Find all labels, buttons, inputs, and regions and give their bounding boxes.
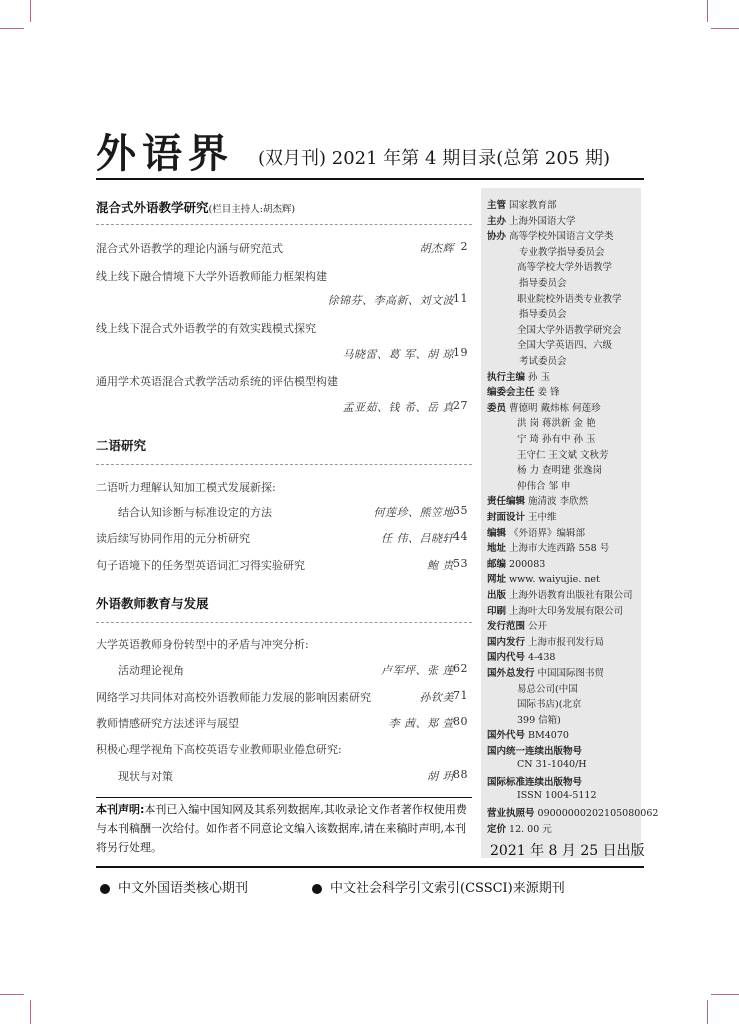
info-row: [487, 369, 550, 383]
info-row: [487, 603, 623, 617]
info-label: 委员: [487, 402, 507, 414]
article-title: 网络学习共同体对高校外语教师能力发展的影响因素研究: [96, 691, 371, 704]
article-author: 孟亚茹、钱 希、岳 真: [342, 401, 454, 414]
info-label: 协办: [487, 231, 507, 243]
crop-mark: [0, 994, 24, 995]
journal-logo: 外语界: [96, 130, 234, 177]
info-value: 曹德明 戴炜栋 何莲珍: [509, 402, 601, 414]
info-value: 09000000202105080062: [537, 808, 659, 820]
info-label: 国内统一连续出版物号: [487, 746, 583, 757]
article-author: 李 茜、郑 萱: [388, 717, 454, 730]
section-title: 二语研究: [96, 438, 147, 453]
info-value: ISSN 1004-5112: [517, 789, 597, 801]
info-label: 主管: [487, 200, 507, 211]
article-page: 27: [453, 399, 468, 412]
article-title: 句子语境下的任务型英语词汇习得实验研究: [96, 559, 305, 572]
info-value: 公开: [528, 621, 548, 633]
info-row: [519, 306, 567, 320]
info-value: 高等学校外国语言文学类: [509, 231, 614, 243]
info-row: [517, 712, 561, 726]
divider: [96, 224, 472, 225]
crop-mark: [30, 1000, 31, 1024]
article-title: 通用学术英语混合式教学活动系统的评估模型构建: [96, 375, 338, 388]
info-row: [517, 696, 581, 710]
bullet-icon: [100, 884, 110, 894]
info-row: [487, 197, 557, 211]
section-title: 外语教师教育与发展: [96, 596, 209, 611]
info-row: [487, 618, 547, 632]
info-label: 主办: [487, 215, 507, 227]
info-row: [519, 244, 605, 258]
info-value: 399 信箱): [517, 714, 561, 726]
info-value: 上海叶大印务发展有限公司: [509, 605, 624, 617]
info-row: [517, 759, 587, 770]
article-title: 教师情感研究方法述评与展望: [96, 717, 239, 730]
crop-mark: [711, 994, 739, 995]
info-row: [487, 384, 560, 398]
article-page: 44: [453, 530, 468, 543]
info-value: 200083: [509, 558, 546, 570]
info-value: 12. 00 元: [509, 824, 552, 835]
info-value: 上海外语教育出版社有限公司: [509, 590, 633, 601]
info-row: [487, 665, 604, 679]
info-label: 封面设计: [487, 512, 526, 523]
info-value: 易总公司(中国: [517, 683, 578, 695]
article-title: 积极心理学视角下高校英语专业教师职业倦怠研究:: [96, 743, 342, 756]
info-label: 国外代号: [487, 730, 526, 742]
article-title: 二语听力理解认知加工模式发展新探:: [96, 481, 276, 494]
info-label: 执行主编: [487, 371, 526, 383]
info-value: 全国大学外语教学研究会: [517, 324, 622, 336]
divider: [96, 622, 472, 623]
info-row: [519, 275, 567, 289]
info-value: 职业院校外语类专业教学: [517, 293, 622, 305]
info-value: www. waiyujie. net: [509, 574, 600, 586]
info-row: [487, 805, 658, 819]
info-row: [487, 213, 576, 227]
article-title: 线上线下融合情境下大学外语教师能力框架构建: [96, 270, 327, 283]
info-row: [517, 462, 602, 476]
info-row: [487, 509, 557, 523]
crop-mark: [0, 28, 24, 29]
info-value: 指导委员会: [519, 278, 567, 289]
section-title: 混合式外语教学研究(栏目主持人:胡杰辉): [96, 200, 296, 215]
info-value: 上海外国语大学: [509, 215, 576, 227]
info-value: 王中维: [528, 512, 557, 523]
info-value: BM4070: [528, 730, 569, 742]
info-value: 专业教学指导委员会: [519, 246, 605, 258]
article-author: 胡 玥: [427, 770, 454, 783]
info-value: 杨 力 查明建 张逸岗: [517, 465, 603, 477]
article-title: 线上线下混合式外语教学的有效实践模式探究: [96, 322, 316, 335]
article-title-continued: 现状与对策: [118, 770, 173, 783]
info-row: [487, 743, 582, 757]
publication-info-panel: [481, 188, 659, 858]
info-label: 责任编辑: [487, 496, 526, 508]
info-row: [487, 774, 582, 788]
info-label: 邮编: [487, 558, 507, 570]
info-row: [517, 415, 596, 429]
crop-mark: [711, 28, 739, 29]
info-label: 国内代号: [487, 652, 526, 664]
top-rule: [96, 178, 644, 180]
footer-item: 中文外国语类核心期刊: [100, 877, 248, 896]
notice-text: 本刊已入编中国知网及其系列数据库,其收录论文作者著作权使用费与本刊稿酬一次给付。如作者不同意论文编入该数据库,请在来稿时声明,本刊将另行处理。: [96, 803, 467, 854]
info-row: [487, 228, 614, 242]
info-value: 王守仁 王文斌 文秋芳: [517, 449, 609, 461]
article-author: 马晓雷、葛 军、胡 琼: [342, 348, 454, 361]
info-value: 指导委员会: [519, 309, 567, 321]
article-page: 2: [460, 240, 468, 253]
info-value: 国家教育部: [509, 200, 557, 211]
article-author: 徐锦芬、李高新、刘文波: [327, 294, 454, 307]
info-value: 中国国际图书贸: [537, 668, 605, 679]
info-row: [517, 790, 597, 801]
info-value: 宁 琦 孙有中 孙 玉: [517, 434, 596, 445]
info-row: [487, 649, 555, 663]
divider: [96, 464, 472, 465]
info-row: [487, 525, 585, 539]
article-page: 71: [453, 689, 468, 702]
info-value: CN 31-1040/H: [517, 758, 587, 770]
crop-mark: [30, 0, 31, 22]
info-row: [487, 587, 633, 601]
info-label: 定价: [487, 824, 507, 835]
info-label: 印刷: [487, 605, 507, 617]
bullet-icon: [312, 884, 322, 894]
copyright-notice: [96, 800, 472, 857]
crop-mark: [707, 0, 708, 22]
article-author: 卢军坪、张 莲: [381, 664, 454, 677]
info-value: 高等学校大学外语教学: [517, 262, 613, 274]
info-value: 国际书店)(北京: [517, 699, 582, 711]
notice-label: 本刊声明:: [96, 803, 145, 816]
info-row: [487, 540, 609, 554]
info-value: 考试委员会: [519, 356, 567, 367]
info-value: 仲伟合 邹 申: [517, 480, 571, 492]
info-value: 洪 岗 蒋洪新 金 艳: [517, 418, 596, 430]
article-author: 鲍 贵: [427, 559, 454, 572]
info-value: 全国大学英语四、六级: [517, 340, 613, 352]
bottom-rule: [96, 866, 644, 868]
article-page: 35: [453, 504, 468, 517]
info-row: [519, 353, 567, 367]
info-label: 发行范围: [487, 621, 526, 633]
info-value: 《外语界》编辑部: [509, 527, 586, 539]
info-row: [517, 291, 622, 305]
info-label: 营业执照号: [487, 808, 535, 820]
article-author: 胡杰辉: [419, 242, 454, 255]
article-page: 19: [453, 346, 468, 359]
info-value: 姜 锋: [537, 387, 560, 399]
info-label: 地址: [487, 543, 507, 555]
info-value: 4-438: [528, 652, 556, 664]
info-row: [517, 681, 578, 695]
masthead: [96, 122, 656, 177]
info-row: [487, 821, 552, 835]
publish-date: 2021 年 8 月 25 日出版: [490, 843, 645, 859]
info-value: 上海市大连西路 558 号: [509, 543, 610, 555]
article-author: 任 伟、吕晓轩: [381, 532, 454, 545]
info-label: 国外总发行: [487, 668, 535, 679]
article-page: 62: [453, 662, 468, 675]
info-row: [487, 556, 545, 570]
article-page: 11: [453, 292, 468, 305]
info-row: [487, 571, 600, 585]
info-label: 出版: [487, 590, 507, 601]
article-title: 大学英语教师身份转型中的矛盾与冲突分析:: [96, 638, 309, 651]
article-page: 88: [453, 768, 468, 781]
info-row: [517, 322, 622, 336]
article-title: 混合式外语教学的理论内涵与研究范式: [96, 242, 283, 255]
info-value: 上海市报刊发行局: [528, 636, 605, 648]
article-author: 何莲珍、熊笠地: [373, 506, 454, 519]
article-page: 53: [453, 557, 468, 570]
issue-subtitle: (双月刊) 2021 年第 4 期目录(总第 205 期): [258, 148, 611, 169]
notice-rule: [96, 797, 472, 798]
info-label: 网址: [487, 574, 507, 586]
article-title-continued: 活动理论视角: [118, 664, 184, 677]
footer-item: 中文社会科学引文索引(CSSCI)来源期刊: [312, 877, 565, 896]
info-row: [487, 400, 601, 414]
info-row: [517, 478, 571, 492]
info-row: [517, 337, 612, 351]
article-title: 读后续写协同作用的元分析研究: [96, 532, 250, 545]
article-title-continued: 结合认知诊断与标准设定的方法: [118, 506, 272, 519]
info-row: [517, 259, 612, 273]
info-row: [487, 493, 588, 507]
article-author: 孙钦美: [419, 691, 454, 704]
crop-mark: [707, 1000, 708, 1024]
info-label: 国际标准连续出版物号: [487, 777, 583, 789]
article-page: 80: [453, 715, 468, 728]
info-label: 编委会主任: [487, 387, 535, 399]
info-row: [487, 634, 604, 648]
info-row: [517, 447, 609, 461]
info-value: 施清波 李欣然: [528, 496, 589, 508]
info-row: [517, 431, 596, 445]
info-label: 编辑: [487, 527, 507, 539]
info-value: 孙 玉: [528, 371, 551, 383]
info-label: 国内发行: [487, 636, 526, 648]
info-row: [487, 727, 569, 741]
